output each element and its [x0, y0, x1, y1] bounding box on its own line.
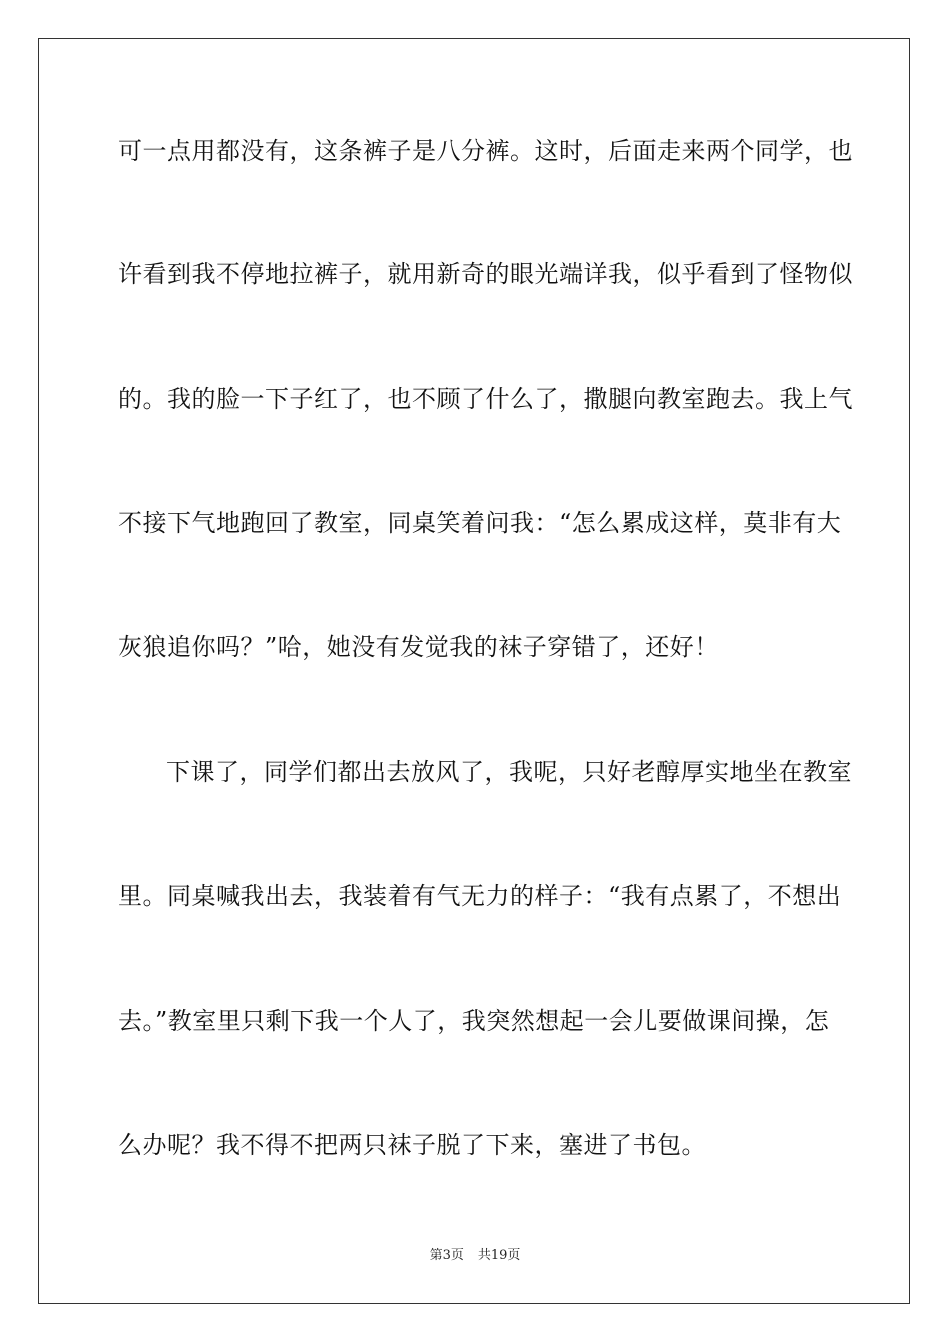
page-footer	[0, 1248, 950, 1264]
text-line: 去。”教室里只剩下我一个人了，我突然想起一会儿要做课间操，怎	[118, 1007, 830, 1035]
text-line: 么办呢？我不得不把两只袜子脱了下来，塞进了书包。	[118, 1131, 706, 1159]
text-line: 下课了，同学们都出去放风了，我呢，只好老醇厚实地坐在教室	[166, 758, 852, 786]
text-line: 不接下气地跑回了教室，同桌笑着问我：“怎么累成这样，莫非有大	[118, 509, 842, 537]
text-line: 许看到我不停地拉裤子，就用新奇的眼光端详我，似乎看到了怪物似	[118, 260, 853, 288]
text-line: 里。同桌喊我出去，我装着有气无力的样子：“我有点累了，不想出	[118, 882, 842, 910]
text-line: 灰狼追你吗？”哈，她没有发觉我的袜子穿错了，还好！	[118, 633, 719, 661]
text-line: 的。我的脸一下子红了，也不顾了什么了，撒腿向教室跑去。我上气	[118, 385, 853, 413]
page-frame	[38, 38, 910, 1304]
page-number: 第3页	[429, 1248, 464, 1263]
text-line: 可一点用都没有，这条裤子是八分裤。这时，后面走来两个同学，也	[118, 137, 853, 165]
page-total: 共19页	[477, 1248, 521, 1263]
